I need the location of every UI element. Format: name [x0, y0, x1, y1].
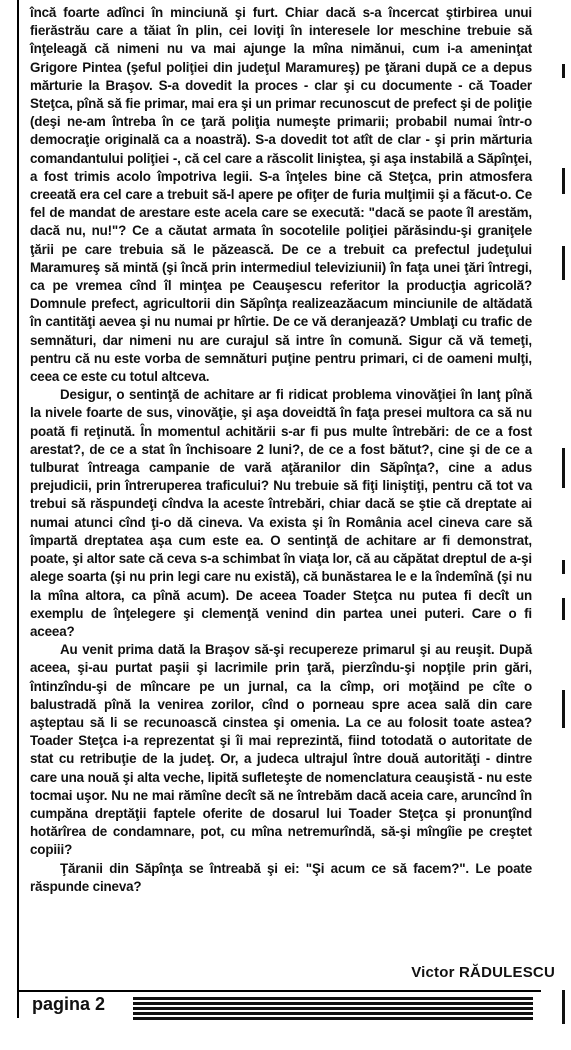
footer-decorative-bars [133, 997, 533, 1022]
article-paragraph-4: Ţăranii din Săpînţa se întreabă şi ei: "Şi acum ce să facem?". Le poate răspunde cineva? [30, 860, 532, 894]
author-signature: Victor RĂDULESCU [411, 964, 555, 981]
article-paragraph-1: încă foarte adînci în minciună şi furt. Chiar dacă s-a încercat ştirbirea unui fierăstrău care a tăiat în plin, cei loviţi în interesele lor meschine trebuie să înţeleagă că nimeni nu va mai ajunge la mîna nimănui, cum i-a ameninţat Grigore Pintea (şeful poliţiei din judeţul Maramureş) pe ţărani după ce a depus mărturie la Braşov. S-a dovedit la proces - clar şi cu documente - că Toader Steţca, pînă să fie primar, mai era şi un primar recunoscut de prefect şi de poliţie (deşi ne-am întreba în ce ţară poliţia numeşte primarii; probabil numai într-o democraţie originală ca a noastră). S-a dovedit tot atît de clar - şi prin mărturia comandantului poliţiei -, că cel care a răscolit liniştea, şi aşa instabilă a Săpînţei, a fost trimis acolo împotriva legii. S-a înţeles bine că Steţca, prin atmosfera creeată era cel care a trebuit să-l apere pe ofiţer de furia mulţimii şi a făcut-o. Ce fel de mandat de arestare este acela care se execută: "dacă se paote îl arestăm, dacă nu, nu!"? Ce a căutat armata în socotelile poliţiei părăsindu-şi graniţele ţării pe care trebuia să le păzească. De ce a trebuit ca prefectul judeţului Maramureş să mintă (şi încă prin intermediul televiziunii) în faţa unei ţări întregi, ca pe vremea cînd îl minţea pe Ceauşescu referitor la producţia agricolă? Domnule prefect, agricultorii din Săpînţa realizeazăacum minciunile de altădată în cantităţi aevea şi nu numai pr hîrtie. De ce vă deranjează? Umblaţi cu trafic de semnături, dar nimeni nu are curajul să intre în comună. Sigur că vă temeţi, pentru că nu este vorba de semnături puţine pentru primari, ci de oameni mulţi, ceea ce este cu totul altceva. [30, 5, 532, 385]
page-number-label: pagina 2 [32, 994, 106, 1014]
column-rule-left [17, 0, 19, 1018]
article-paragraph-3: Au venit prima dată la Braşov să-şi recupereze primarul şi au reuşit. După aceea, şi-au purtat paşii şi lacrimile prin ţară, pierzîndu-şi nopţile prin gări, întinzîndu-şi de mîncare pe un jurnal, ca la cîmp, ori moţăind pe cîte o balustradă pînă la venirea zorilor, cînd o porneau spre acea sală din care aşteptau să li se recunoască cinstea şi omenia. La ce au folosit toate astea? Toader Steţca i-a reprezentat şi îi mai reprezintă, fiind totodată o autoritate de stat cu retribuţie de la judeţ. Or, a judeca ultrajul între două autorităţi - dintre care una nouă şi alta veche, lipită sufleteşte de nomenclatura ceauşistă - nu este tocmai uşor. Nu ne mai rămîne decît să ne întrebăm dacă aceia care, aruncînd în cumpăna dreptăţii faptele oferite de dosarul lui Toader Steţca şi pronunţînd hotărîrea de condamnare, pot, cu mîna netremurîndă, să-şi mîngîie pe creştet copiii? [30, 642, 532, 858]
bottom-rule [17, 990, 541, 992]
article-paragraph-2: Desigur, o sentinţă de achitare ar fi ridicat problema vinovăţiei în lanţ pînă la nivele foarte de sus, vinovăţie, şi aşa doveidtă în faţa presei multora ca să nu poată fi reţinută. În momentul achitării s-ar fi pus multe întrebări: de ce a fost arestat?, de ce a stat în închisoare 2 luni?, de ce a fost bătut?, cine şi de ce a tulburat întreaga campanie de vară aţăranilor din Săpînţa?, cine a adus prejudicii, prin întreruperea traficului? Nu trebuie să fiţi liniştiţi, pentru că tot va trebui să răspundeţi cîndva la aceste întrebări, chiar dacă se ştie că dreptate ai numai atunci cînd ţi-o dă cineva. Va exista şi în România acel cineva care să împartă dreptatea aşa cum este ea. O sentinţă de achitare ar fi demonstrat, poate, şi altor sate că ceva s-a schimbat în viaţa lor, că au căpătat dreptul de a-şi alege soarta (şi nu prin legi care nu există), că bunăstarea le e la îndemînă (şi nu la mîna altora, ca pînă acum). De aceea Toader Steţca nu putea fi decît un exemplu de înţelegere şi clemenţă venind din partea unei puteri. Care o fi aceea? [30, 387, 532, 639]
article-body [30, 4, 532, 896]
